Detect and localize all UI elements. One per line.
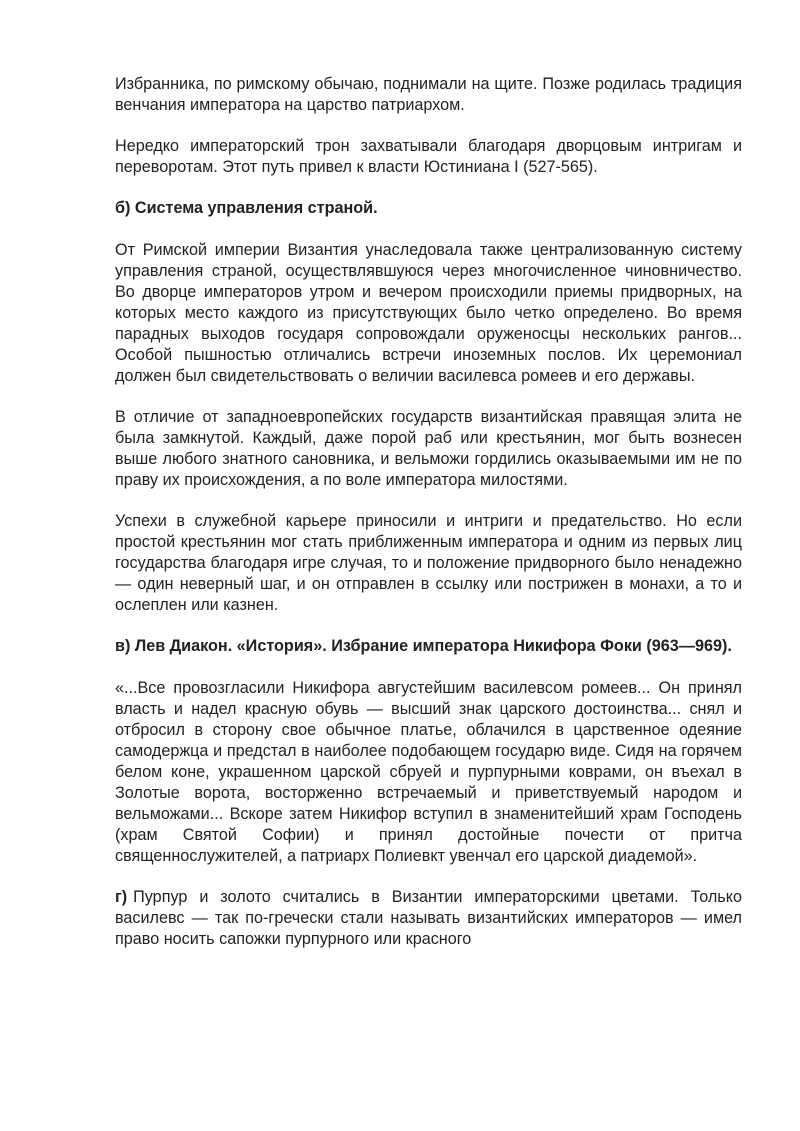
paragraph-ruling-elite: В отличие от западноевропейских государств византийская правящая элита не была замкнутой. Каждый, даже порой раб или крестьянин, мог быть вознесен выше любого знатного сановника, и вельможи гордились оказываемыми им не по праву их происхождения, а по воле императора милостями. <box>115 408 742 489</box>
paragraph-imperial-colors-text: Пурпур и золото считались в Византии императорскими цветами. Только василевс — так по-гречески стали называть византийских императоров — имел право носить сапожки пурпурного или красного <box>115 888 742 948</box>
paragraph-bureaucracy: От Римской империи Византия унаследовала также централизованную систему управления страной, осуществлявшуюся через многочисленное чиновничество. Во дворце императоров утром и вечером происходили приемы придворных, на которых место каждого из присутствующих было четко определено. Во время парадных выходов государя сопровождали оруженосцы нескольких рангов... Особой пышностью отличались встречи иноземных послов. Их церемониал должен был свидетельствовать о величии василевса ромеев и его державы. <box>115 241 742 385</box>
paragraph-throne-intrigues: Нередко императорский трон захватывали благодаря дворцовым интригам и переворотам. Этот путь привел к власти Юстиниана I (527-565). <box>115 137 742 176</box>
section-heading-governance: б) Система управления страной. <box>115 199 378 217</box>
paragraph-imperial-colors <box>115 887 742 950</box>
paragraph-shield-election: Избранника, по римскому обычаю, поднимали на щите. Позже родилась традиция венчания императора на царство патриархом. <box>115 75 742 114</box>
section-heading-leo-deacon: в) Лев Диакон. «История». Избрание императора Никифора Фоки (963—969). <box>115 637 732 655</box>
paragraph-career: Успехи в служебной карьере приносили и интриги и предательство. Но если простой крестьянин мог стать приближенным императора и одним из первых лиц государства благодаря игре случая, то и положение придворного было ненадежно — один неверный шаг, и он отправлен в ссылку или пострижен в монахи, а то и ослеплен или казнен. <box>115 512 742 614</box>
paragraph-quote-nikephoros: «...Все провозгласили Никифора августейшим василевсом ромеев... Он принял власть и надел красную обувь — высший знак царского достоинства... снял и отбросил в сторону свое обычное платье, облачился в царственное одеяние самодержца и предстал в наиболее подобающем государю виде. Сидя на горячем белом коне, украшенном царской сбруей и пурпурными коврами, он въехал в Золотые ворота, восторженно встречаемый и приветствуемый народом и вельможами... Вскоре затем Никифор вступил в знаменитейший храм Господень (храм Святой Софии) и принял достойные почести от притча священнослужителей, а патриарх Полиевкт увенчал его царской диадемой». <box>115 679 742 865</box>
section-marker: г) <box>115 888 128 906</box>
